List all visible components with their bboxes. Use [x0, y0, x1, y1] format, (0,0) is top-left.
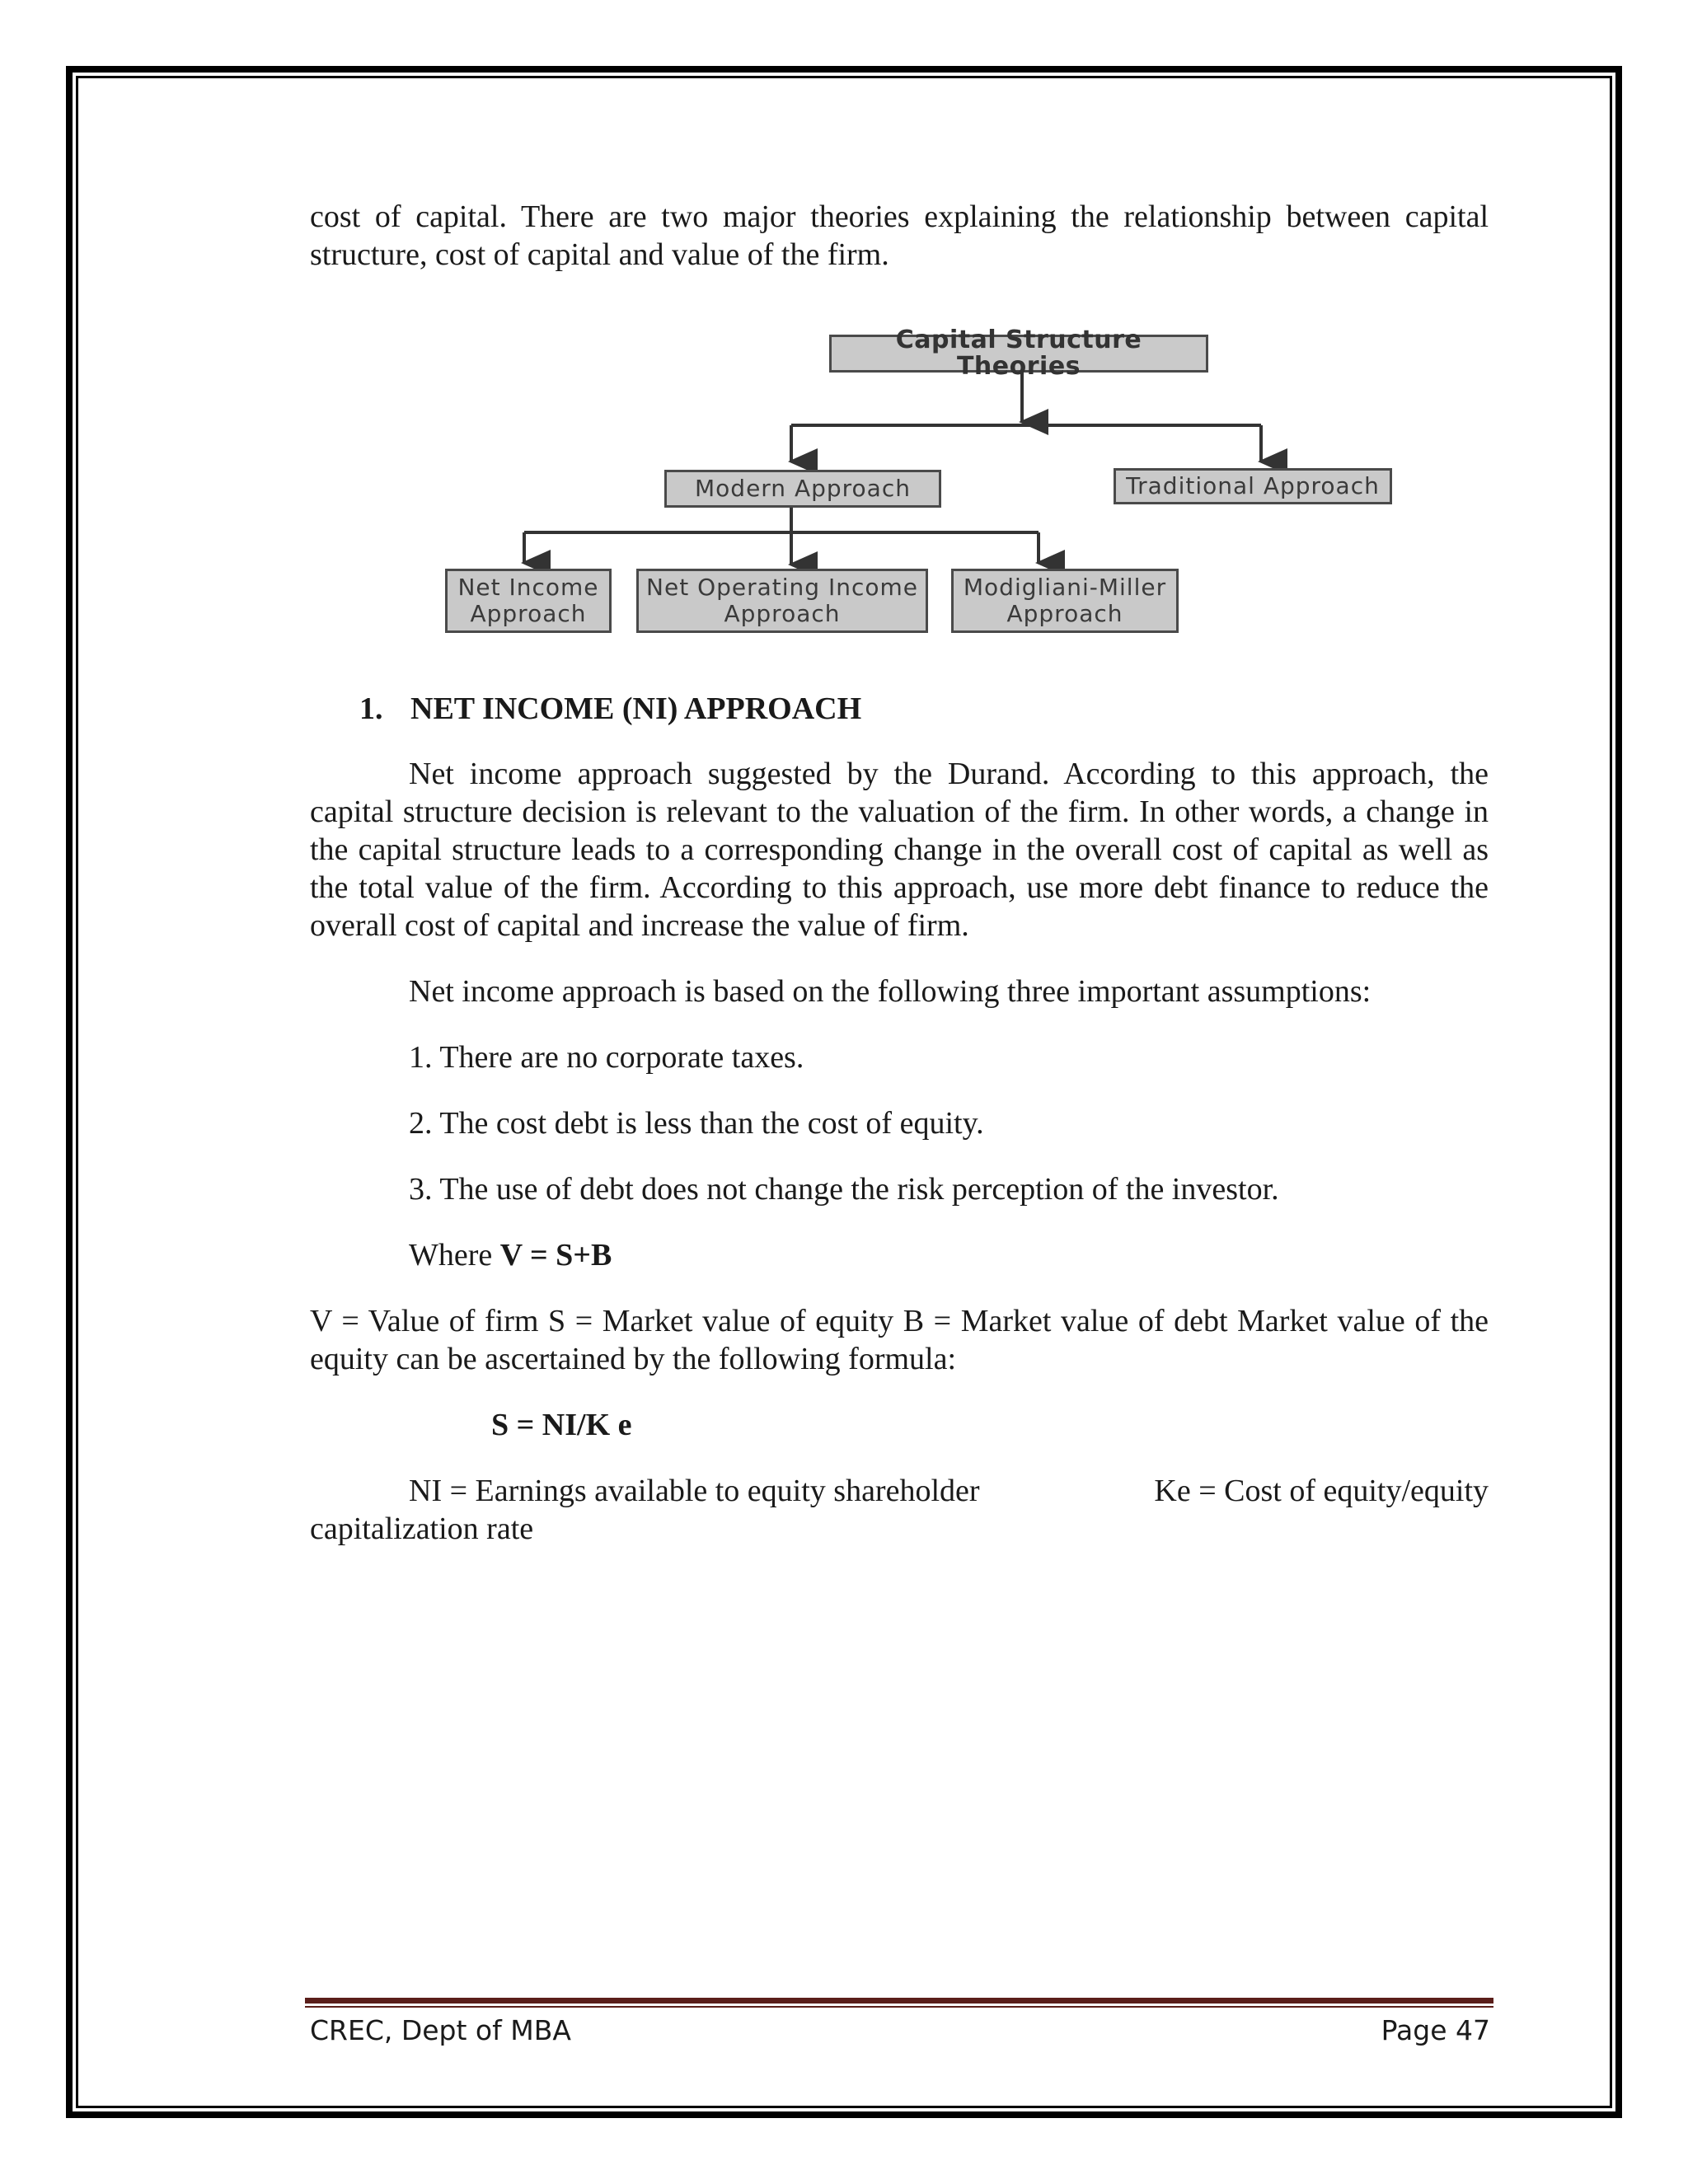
intro-block — [310, 198, 1489, 274]
ke-definition: Ke = Cost of equity/equity — [1154, 1474, 1489, 1508]
mm-label-line1: Modigliani-Miller — [963, 574, 1167, 601]
diagram-node-net-operating-income — [636, 569, 928, 633]
mm-label-line2: Approach — [1006, 600, 1123, 627]
section-title: NET INCOME (NI) APPROACH — [410, 691, 862, 726]
paragraph-definitions: V = Value of firm S = Market value of equity B = Market value of debt Market value of the equity can be ascertained by the following formula: — [310, 1304, 1489, 1376]
diagram-node-net-income — [445, 569, 612, 633]
paragraph-assumptions-intro: Net income approach is based on the following three important assumptions: — [409, 974, 1372, 1009]
section-heading — [359, 690, 861, 728]
ke-definition-continued: capitalization rate — [310, 1511, 534, 1546]
section-number: 1. — [359, 691, 383, 726]
equity-formula: S = NI/K e — [491, 1408, 632, 1442]
body-block — [310, 755, 1489, 1548]
traditional-label: Traditional Approach — [1126, 472, 1380, 499]
diagram-node-modern — [664, 470, 941, 508]
ni-definition: NI = Earnings available to equity shareholder — [409, 1474, 980, 1508]
ni-label-line2: Approach — [470, 600, 587, 627]
diagram-node-traditional — [1114, 468, 1392, 504]
where-formula: V = S+B — [499, 1238, 612, 1272]
footer-page-number: Page 47 — [1381, 2014, 1490, 2046]
footer-rule-thin — [305, 2006, 1493, 2008]
where-line — [310, 1236, 1489, 1274]
noi-label-line2: Approach — [724, 600, 841, 627]
diagram-node-root — [829, 326, 1208, 381]
noi-label-line1: Net Operating Income — [646, 574, 918, 601]
where-label: Where — [409, 1238, 500, 1272]
paragraph-durand: Net income approach suggested by the Durand. According to this approach, the capital structure decision is relevant to the valuation of the firm. In other words, a change in the capital structure leads to a corresponding change in the overall cost of capital as well as the total value of the firm. According to this approach, use more debt finance to reduce the overall cost of capital and increase the value of firm. — [310, 757, 1489, 943]
assumption-2: 2. The cost debt is less than the cost of equity. — [409, 1106, 984, 1141]
assumption-3: 3. The use of debt does not change the risk perception of the investor. — [409, 1172, 1279, 1207]
diagram-node-modigliani-miller — [951, 569, 1179, 633]
root-label: Capital Structure Theories — [895, 326, 1142, 381]
modern-label: Modern Approach — [695, 475, 911, 502]
footer-department: CREC, Dept of MBA — [310, 2014, 571, 2046]
capital-structure-diagram — [437, 326, 1401, 635]
ni-label-line1: Net Income — [457, 574, 599, 601]
ni-ke-definitions — [310, 1472, 1489, 1510]
footer-rule-thick — [305, 1998, 1493, 2004]
intro-paragraph: cost of capital. There are two major theories explaining the relationship between capital structure, cost of capital and value of the firm. — [310, 199, 1489, 272]
assumption-1: 1. There are no corporate taxes. — [409, 1040, 804, 1075]
